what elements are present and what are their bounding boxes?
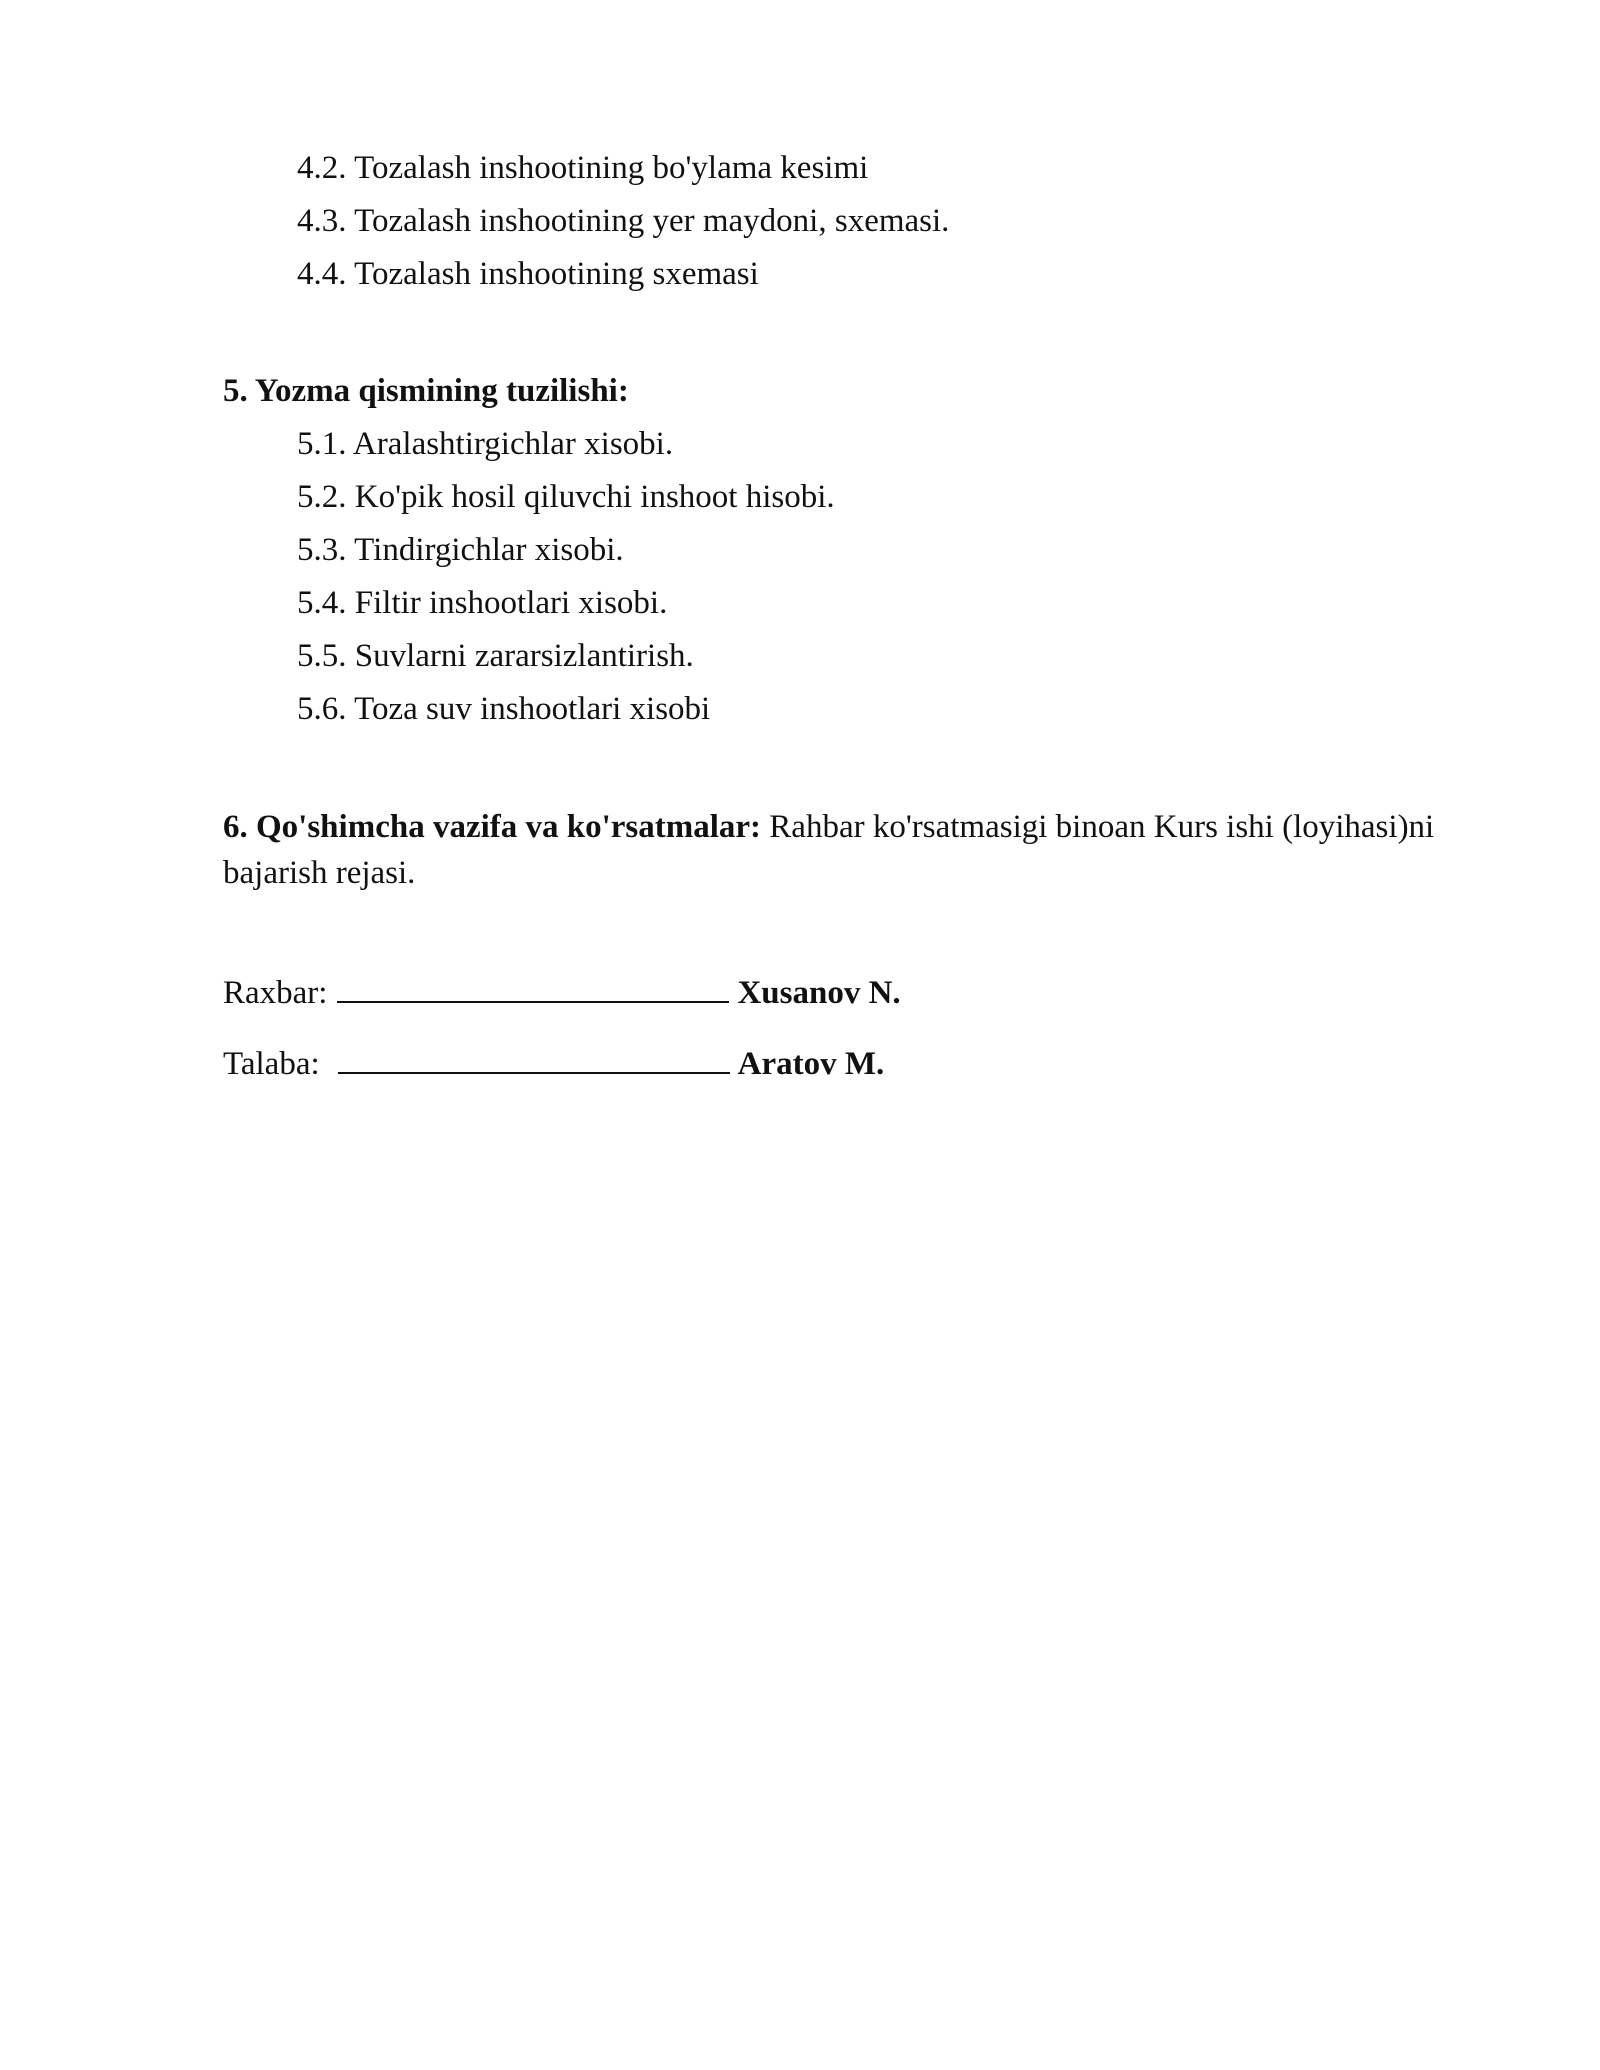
supervisor-signature-blank <box>337 971 729 1003</box>
supervisor-label: Raxbar: <box>223 975 328 1011</box>
section-6-heading: 6. Qo'shimcha vazifa va ko'rsatmalar: <box>223 809 762 845</box>
list-item-5-3: 5.3. Tindirgichlar xisobi. <box>297 532 624 568</box>
section-6-text: Rahbar ko'rsatmasigi binoan Kurs ishi (loyihasi)ni bajarish rejasi. <box>223 809 1435 891</box>
list-item-4-4: 4.4. Tozalash inshootining sxemasi <box>297 256 759 292</box>
supervisor-name: Xusanov N. <box>737 975 901 1011</box>
student-signature-line <box>223 1042 884 1086</box>
student-signature-blank <box>338 1042 730 1074</box>
section-6-paragraph <box>223 804 1483 896</box>
list-item-4-2: 4.2. Tozalash inshootining bo'ylama kesimi <box>297 150 869 186</box>
list-item-5-2: 5.2. Ko'pik hosil qiluvchi inshoot hisobi. <box>297 479 835 515</box>
student-name: Aratov M. <box>737 1046 885 1082</box>
supervisor-signature-line <box>223 971 901 1015</box>
list-item-5-5: 5.5. Suvlarni zararsizlantirish. <box>297 638 694 674</box>
section-5-heading: 5. Yozma qismining tuzilishi: <box>223 373 629 409</box>
list-item-5-6: 5.6. Toza suv inshootlari xisobi <box>297 691 711 727</box>
student-label: Talaba: <box>223 1046 320 1082</box>
list-item-5-4: 5.4. Filtir inshootlari xisobi. <box>297 585 668 621</box>
list-item-5-1: 5.1. Aralashtirgichlar xisobi. <box>297 426 674 462</box>
list-item-4-3: 4.3. Tozalash inshootining yer maydoni, sxemasi. <box>297 203 950 239</box>
